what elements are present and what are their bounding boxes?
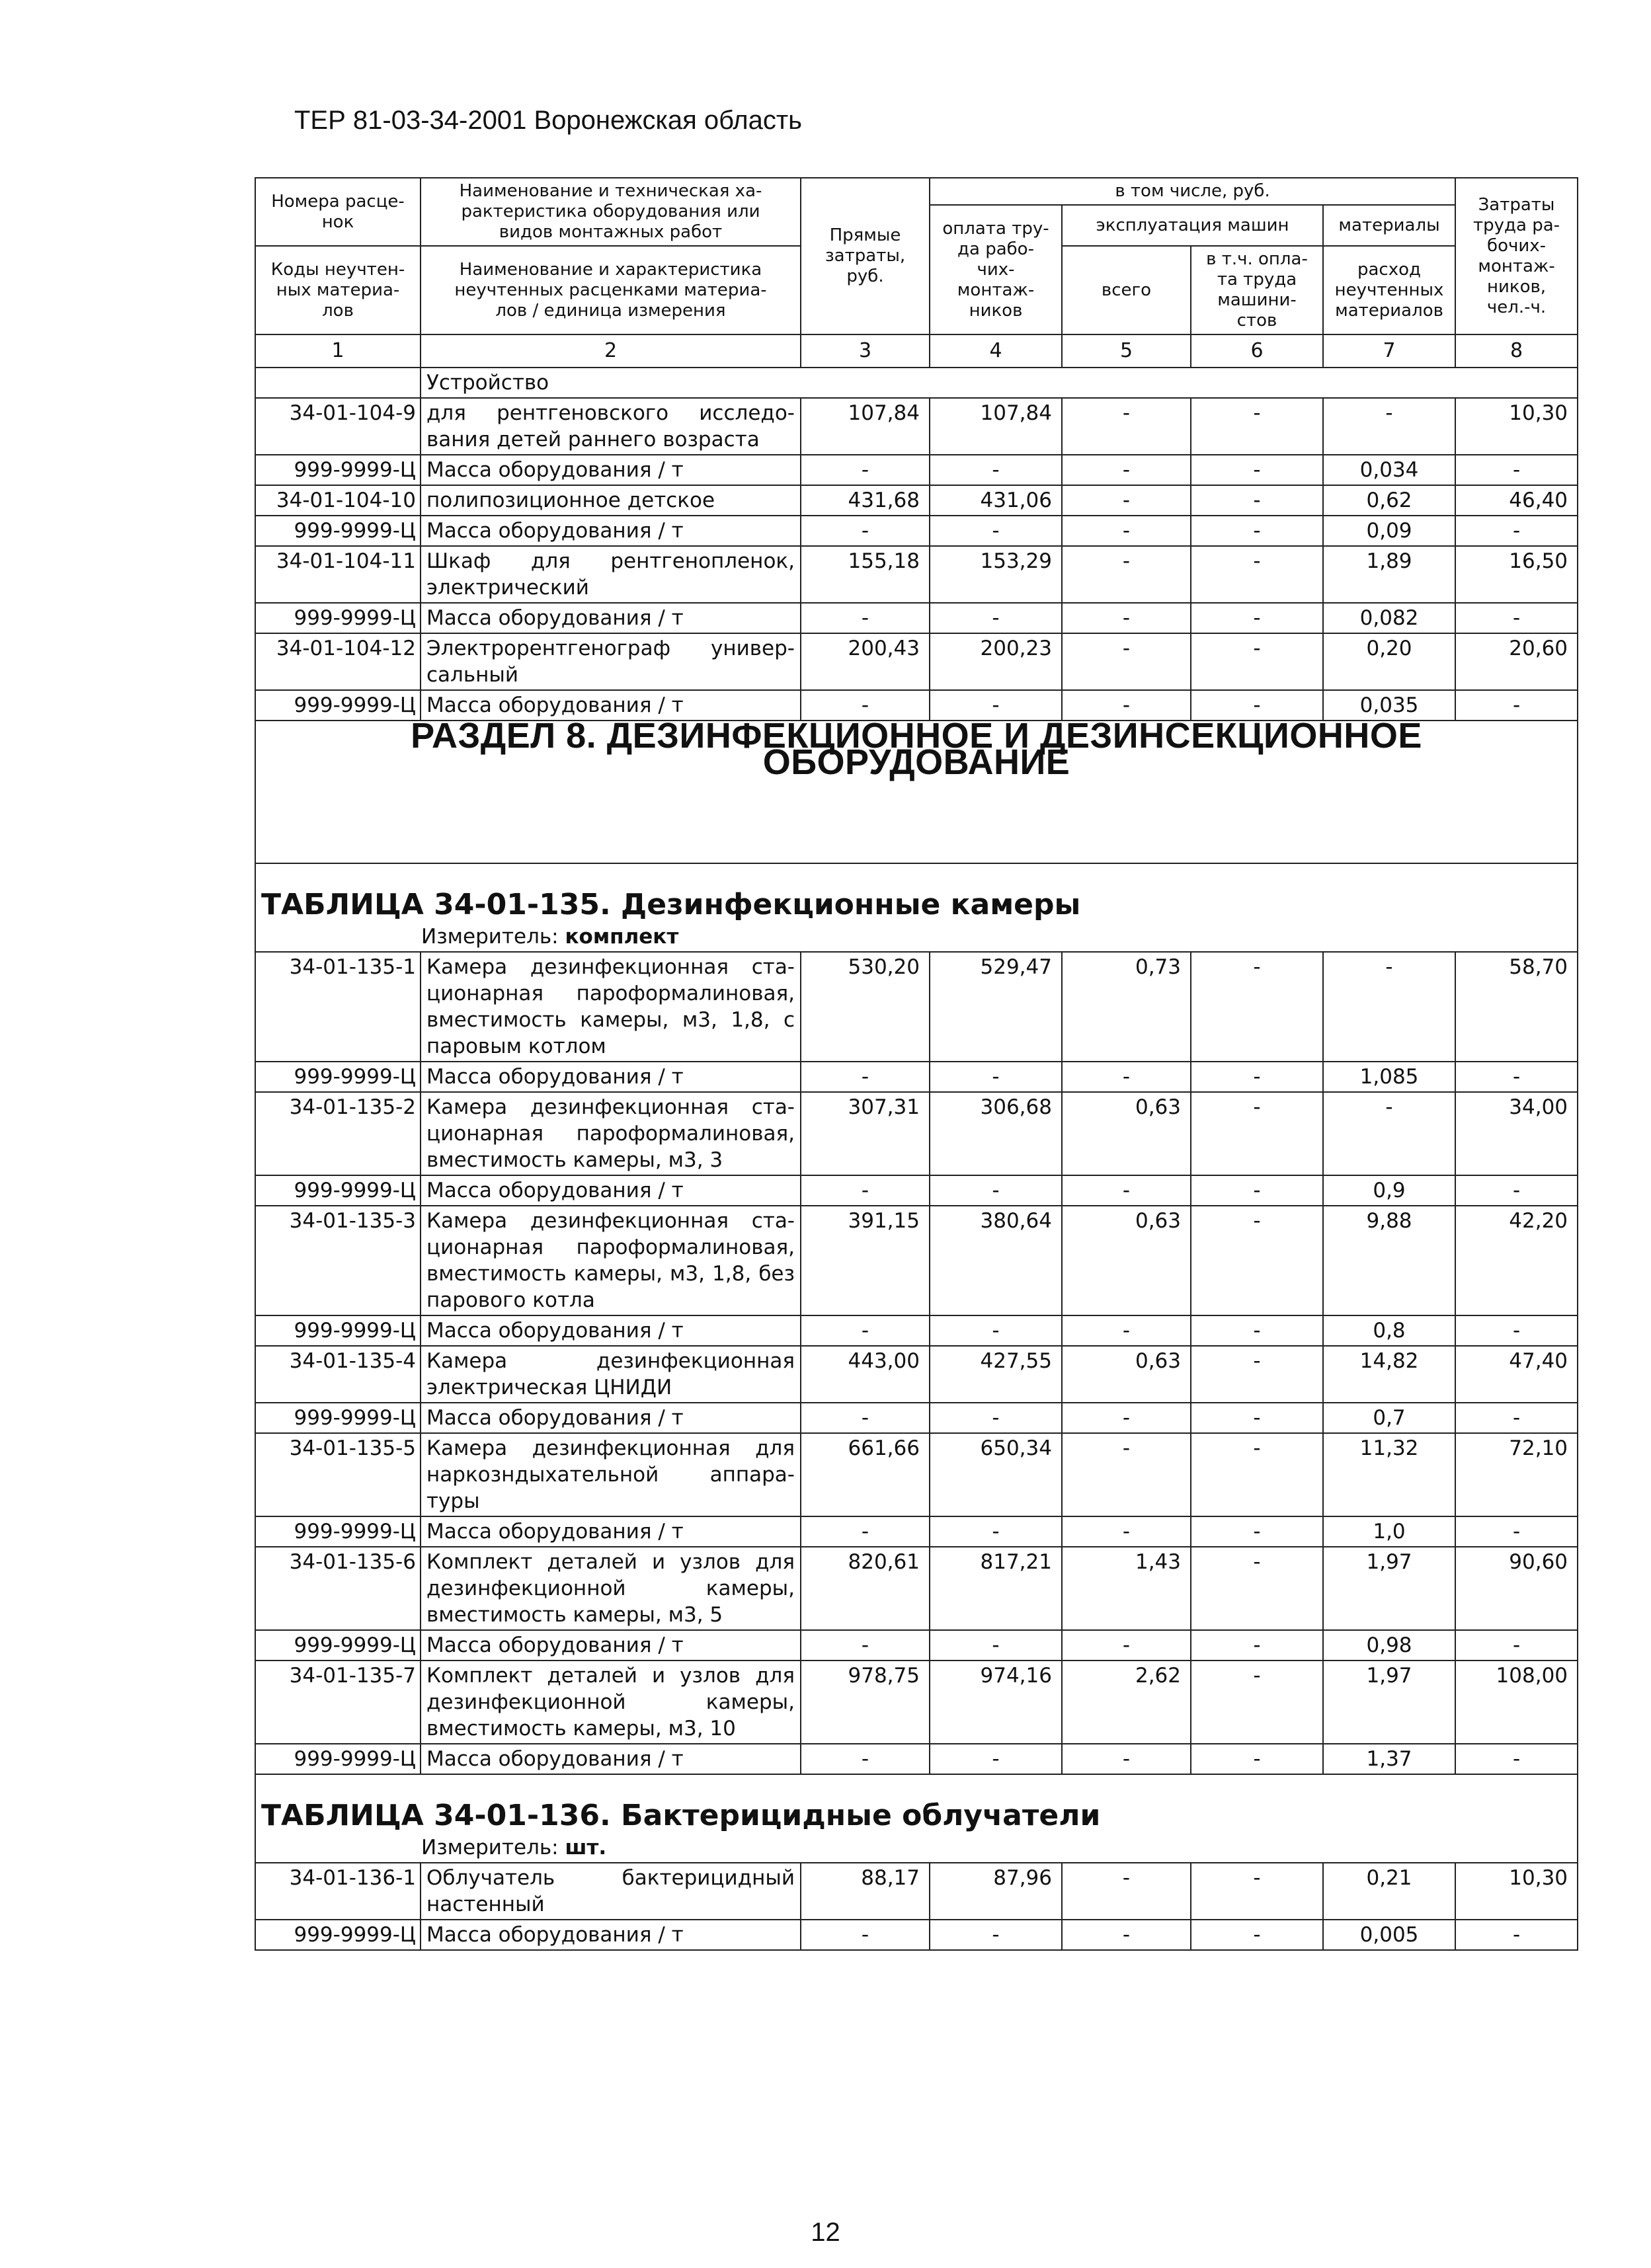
material-row xyxy=(255,1630,1578,1661)
material-value: - xyxy=(801,516,930,546)
rate-value: - xyxy=(1191,952,1323,1062)
rate-value: 380,64 xyxy=(930,1206,1062,1315)
col-num-5: 5 xyxy=(1062,334,1191,368)
material-value: - xyxy=(1062,1403,1191,1433)
col-num-2: 2 xyxy=(421,334,801,368)
material-value: - xyxy=(801,1315,930,1346)
material-value: - xyxy=(930,1175,1062,1206)
material-value: - xyxy=(801,690,930,721)
material-value: - xyxy=(1191,1516,1323,1547)
measure-unit xyxy=(255,1833,1578,1863)
material-value: - xyxy=(1191,455,1323,485)
rate-row xyxy=(255,1661,1578,1744)
rate-name: Камера дезинфекционная ста-ционарная пароформалиновая, вместимость камеры, м3, 3 xyxy=(421,1092,801,1175)
group-heading-row xyxy=(255,368,1578,398)
col-num-4: 4 xyxy=(930,334,1062,368)
material-value: - xyxy=(1191,1744,1323,1774)
rate-value: - xyxy=(1062,546,1191,603)
rate-value: 431,68 xyxy=(801,485,930,516)
rate-name: Камера дезинфекционная ста-ционарная пароформалиновая, вместимость камеры, м3, 1,8, без парового котла xyxy=(421,1206,801,1315)
rate-value: - xyxy=(1323,1092,1455,1175)
rate-value: 16,50 xyxy=(1455,546,1578,603)
material-value: - xyxy=(930,1403,1062,1433)
rate-value: 87,96 xyxy=(930,1863,1062,1920)
rate-code: 34-01-135-7 xyxy=(255,1661,421,1744)
measure-value: комплект xyxy=(565,925,679,949)
rate-value: 820,61 xyxy=(801,1547,930,1630)
material-code: 999-9999-Ц xyxy=(255,1516,421,1547)
rates-table xyxy=(255,177,1578,1951)
rate-value: 0,21 xyxy=(1323,1863,1455,1920)
rate-value: 10,30 xyxy=(1455,1863,1578,1920)
material-value: - xyxy=(930,1744,1062,1774)
material-value: - xyxy=(930,1062,1062,1092)
rate-value: 42,20 xyxy=(1455,1206,1578,1315)
material-row xyxy=(255,603,1578,633)
material-value: - xyxy=(1191,1062,1323,1092)
material-value: - xyxy=(1062,1744,1191,1774)
material-code: 999-9999-Ц xyxy=(255,1630,421,1661)
material-value: 0,9 xyxy=(1323,1175,1455,1206)
section-title: РАЗДЕЛ 8. ДЕЗИНФЕКЦИОННОЕ И ДЕЗИНСЕКЦИОННОЕ ОБОРУДОВАНИЕ xyxy=(255,721,1578,863)
rate-value: 88,17 xyxy=(801,1863,930,1920)
rate-code: 34-01-135-2 xyxy=(255,1092,421,1175)
group-heading-empty xyxy=(255,368,421,398)
material-value: - xyxy=(1062,1630,1191,1661)
material-code: 999-9999-Ц xyxy=(255,1062,421,1092)
material-value: 0,005 xyxy=(1323,1920,1455,1950)
material-value: - xyxy=(1455,1920,1578,1950)
rate-value: 108,00 xyxy=(1455,1661,1578,1744)
material-value: - xyxy=(930,1516,1062,1547)
col-num-7: 7 xyxy=(1323,334,1455,368)
material-value: 0,8 xyxy=(1323,1315,1455,1346)
rate-value: - xyxy=(1191,485,1323,516)
rate-value: 34,00 xyxy=(1455,1092,1578,1175)
rate-value: 431,06 xyxy=(930,485,1062,516)
rate-code: 34-01-135-5 xyxy=(255,1433,421,1516)
header-wages-text: оплата тру- да рабо- чих- монтаж- ников xyxy=(942,218,1049,321)
header-wages xyxy=(930,205,1062,334)
header-rate-numbers xyxy=(255,178,421,246)
rate-value: - xyxy=(1323,398,1455,455)
material-value: - xyxy=(930,1920,1062,1950)
material-name: Масса оборудования / т xyxy=(421,1744,801,1774)
material-value: - xyxy=(1062,1175,1191,1206)
material-value: - xyxy=(930,603,1062,633)
header-material-name-text: Наименование и характеристика неучтенных расценками материа- лов / единица измерения xyxy=(454,259,767,321)
rate-value: - xyxy=(1191,1863,1323,1920)
material-name: Масса оборудования / т xyxy=(421,1516,801,1547)
rate-value: - xyxy=(1191,1547,1323,1630)
rate-row xyxy=(255,398,1578,455)
material-value: - xyxy=(1455,1516,1578,1547)
rate-value: 0,20 xyxy=(1323,633,1455,690)
rate-value: - xyxy=(1062,398,1191,455)
material-value: - xyxy=(1191,690,1323,721)
material-value: - xyxy=(801,1920,930,1950)
material-value: - xyxy=(1455,603,1578,633)
material-code: 999-9999-Ц xyxy=(255,1175,421,1206)
rate-name: полипозиционное детское xyxy=(421,485,801,516)
material-row xyxy=(255,690,1578,721)
material-code: 999-9999-Ц xyxy=(255,1315,421,1346)
material-code: 999-9999-Ц xyxy=(255,690,421,721)
rate-value: 974,16 xyxy=(930,1661,1062,1744)
header-machines: эксплуатация машин xyxy=(1062,205,1323,246)
header-material-codes xyxy=(255,246,421,334)
material-value: - xyxy=(930,1630,1062,1661)
rate-value: 650,34 xyxy=(930,1433,1062,1516)
header-operator-wages-text: в т.ч. опла- та труда машини- стов xyxy=(1206,249,1308,331)
material-value: - xyxy=(801,1516,930,1547)
rate-value: 0,63 xyxy=(1062,1206,1191,1315)
material-value: - xyxy=(1455,516,1578,546)
rate-value: 0,63 xyxy=(1062,1346,1191,1403)
material-name: Масса оборудования / т xyxy=(421,1175,801,1206)
material-value: - xyxy=(1455,690,1578,721)
rate-value: 307,31 xyxy=(801,1092,930,1175)
rate-value: - xyxy=(1191,633,1323,690)
material-value: - xyxy=(1062,455,1191,485)
rate-name: Электрорентгенограф универ-сальный xyxy=(421,633,801,690)
rate-value: 661,66 xyxy=(801,1433,930,1516)
rate-value: 11,32 xyxy=(1323,1433,1455,1516)
rate-value: 1,89 xyxy=(1323,546,1455,603)
material-value: - xyxy=(801,1744,930,1774)
rate-code: 34-01-135-4 xyxy=(255,1346,421,1403)
rate-value: 107,84 xyxy=(801,398,930,455)
material-value: - xyxy=(1062,1062,1191,1092)
material-value: - xyxy=(1062,516,1191,546)
material-value: - xyxy=(930,455,1062,485)
material-row xyxy=(255,1175,1578,1206)
material-value: - xyxy=(1455,455,1578,485)
material-code: 999-9999-Ц xyxy=(255,1403,421,1433)
header-direct-costs xyxy=(801,178,930,334)
page-number: 12 xyxy=(811,2218,840,2247)
rate-value: - xyxy=(1191,398,1323,455)
material-value: 0,034 xyxy=(1323,455,1455,485)
material-value: 1,37 xyxy=(1323,1744,1455,1774)
material-code: 999-9999-Ц xyxy=(255,1920,421,1950)
rate-value: - xyxy=(1323,952,1455,1062)
header-row-1 xyxy=(255,178,1578,205)
header-labor-text: Затраты труда ра- бочих- монтаж- ников, чел.-ч. xyxy=(1473,194,1560,317)
material-row xyxy=(255,1062,1578,1092)
measure-label: Измеритель: xyxy=(421,1836,565,1859)
rate-value: - xyxy=(1062,485,1191,516)
material-value: - xyxy=(1062,603,1191,633)
material-name: Масса оборудования / т xyxy=(421,1920,801,1950)
rate-value: 90,60 xyxy=(1455,1547,1578,1630)
header-machines-total: всего xyxy=(1062,246,1191,334)
material-value: - xyxy=(930,690,1062,721)
material-code: 999-9999-Ц xyxy=(255,603,421,633)
rate-code: 34-01-136-1 xyxy=(255,1863,421,1920)
material-code: 999-9999-Ц xyxy=(255,1744,421,1774)
material-value: - xyxy=(1455,1175,1578,1206)
material-value: - xyxy=(1191,1403,1323,1433)
header-unaccounted-materials-text: расход неучтенных материалов xyxy=(1334,259,1444,321)
rate-value: 72,10 xyxy=(1455,1433,1578,1516)
header-including: в том числе, руб. xyxy=(930,178,1455,205)
rate-name: Камера дезинфекционная для наркозндыхательной аппара-туры xyxy=(421,1433,801,1516)
rate-value: 443,00 xyxy=(801,1346,930,1403)
rate-value: - xyxy=(1062,633,1191,690)
rate-value: 427,55 xyxy=(930,1346,1062,1403)
material-value: - xyxy=(930,1315,1062,1346)
rate-code: 34-01-135-3 xyxy=(255,1206,421,1315)
rate-value: 200,23 xyxy=(930,633,1062,690)
material-code: 999-9999-Ц xyxy=(255,455,421,485)
header-material-name xyxy=(421,246,801,334)
rate-value: 47,40 xyxy=(1455,1346,1578,1403)
material-value: - xyxy=(1191,516,1323,546)
rate-value: - xyxy=(1191,1092,1323,1175)
measure-row xyxy=(255,1833,1578,1863)
rate-code: 34-01-104-10 xyxy=(255,485,421,516)
material-row xyxy=(255,1315,1578,1346)
material-value: - xyxy=(1191,1630,1323,1661)
material-name: Масса оборудования / т xyxy=(421,1403,801,1433)
rate-row xyxy=(255,1346,1578,1403)
header-labor xyxy=(1455,178,1578,334)
rate-name: Камера дезинфекционная ста-ционарная пароформалиновая, вместимость камеры, м3, 1,8, с паровым котлом xyxy=(421,952,801,1062)
group-heading: Устройство xyxy=(421,368,1578,398)
rate-value: 46,40 xyxy=(1455,485,1578,516)
column-numbers-row xyxy=(255,334,1578,368)
rate-value: 14,82 xyxy=(1323,1346,1455,1403)
material-value: - xyxy=(1455,1315,1578,1346)
measure-row xyxy=(255,922,1578,952)
rate-value: 1,97 xyxy=(1323,1547,1455,1630)
material-value: - xyxy=(1455,1403,1578,1433)
rate-row xyxy=(255,1206,1578,1315)
material-name: Масса оборудования / т xyxy=(421,690,801,721)
rate-name: для рентгеновского исследо-вания детей раннего возраста xyxy=(421,398,801,455)
rate-name: Камера дезинфекционная электрическая ЦНИДИ xyxy=(421,1346,801,1403)
table-heading: ТАБЛИЦА 34-01-135. Дезинфекционные камеры xyxy=(255,863,1578,922)
material-value: - xyxy=(1062,690,1191,721)
col-num-8: 8 xyxy=(1455,334,1578,368)
header-work-name-text: Наименование и техническая ха- рактеристика оборудования или видов монтажных работ xyxy=(459,181,762,242)
rate-value: 155,18 xyxy=(801,546,930,603)
material-value: - xyxy=(1455,1744,1578,1774)
material-name: Масса оборудования / т xyxy=(421,1315,801,1346)
rate-value: 107,84 xyxy=(930,398,1062,455)
material-value: - xyxy=(1062,1516,1191,1547)
rate-name: Облучатель бактерицидный настенный xyxy=(421,1863,801,1920)
material-value: - xyxy=(1191,603,1323,633)
col-num-6: 6 xyxy=(1191,334,1323,368)
rate-value: 0,63 xyxy=(1062,1092,1191,1175)
material-value: - xyxy=(1191,1175,1323,1206)
rate-value: - xyxy=(1191,1206,1323,1315)
material-value: - xyxy=(1191,1315,1323,1346)
rate-row xyxy=(255,633,1578,690)
rate-value: - xyxy=(1191,1433,1323,1516)
rate-value: - xyxy=(1062,1433,1191,1516)
table-heading-row xyxy=(255,863,1578,922)
rate-code: 34-01-135-1 xyxy=(255,952,421,1062)
material-row xyxy=(255,1516,1578,1547)
material-name: Масса оборудования / т xyxy=(421,516,801,546)
rate-row xyxy=(255,952,1578,1062)
material-name: Масса оборудования / т xyxy=(421,603,801,633)
material-row xyxy=(255,1403,1578,1433)
rate-value: 529,47 xyxy=(930,952,1062,1062)
rate-value: 0,62 xyxy=(1323,485,1455,516)
material-value: 1,085 xyxy=(1323,1062,1455,1092)
table-heading: ТАБЛИЦА 34-01-136. Бактерицидные облучатели xyxy=(255,1774,1578,1833)
rate-row xyxy=(255,485,1578,516)
header-rate-numbers-text: Номера расце- нок xyxy=(271,191,405,232)
rate-value: 10,30 xyxy=(1455,398,1578,455)
material-value: - xyxy=(1062,1315,1191,1346)
material-value: - xyxy=(1191,1920,1323,1950)
rate-value: 200,43 xyxy=(801,633,930,690)
material-value: - xyxy=(801,1630,930,1661)
rate-value: 0,73 xyxy=(1062,952,1191,1062)
rate-name: Комплект деталей и узлов для дезинфекционной камеры, вместимость камеры, м3, 5 xyxy=(421,1547,801,1630)
measure-unit xyxy=(255,922,1578,952)
material-value: 1,0 xyxy=(1323,1516,1455,1547)
rate-row xyxy=(255,1547,1578,1630)
rate-code: 34-01-104-12 xyxy=(255,633,421,690)
col-num-3: 3 xyxy=(801,334,930,368)
header-material-codes-text: Коды неучтен- ных материа- лов xyxy=(270,259,405,321)
measure-value: шт. xyxy=(565,1836,607,1859)
rate-value: 1,97 xyxy=(1323,1661,1455,1744)
material-name: Масса оборудования / т xyxy=(421,455,801,485)
rate-row xyxy=(255,1863,1578,1920)
material-value: - xyxy=(801,455,930,485)
material-row xyxy=(255,1920,1578,1950)
material-name: Масса оборудования / т xyxy=(421,1630,801,1661)
table-heading-row xyxy=(255,1774,1578,1833)
rate-name: Шкаф для рентгенопленок, электрический xyxy=(421,546,801,603)
rate-row xyxy=(255,546,1578,603)
rate-code: 34-01-135-6 xyxy=(255,1547,421,1630)
material-value: 0,035 xyxy=(1323,690,1455,721)
material-code: 999-9999-Ц xyxy=(255,516,421,546)
material-value: - xyxy=(801,603,930,633)
rate-value: - xyxy=(1191,1346,1323,1403)
header-unaccounted-materials xyxy=(1323,246,1455,334)
rate-row xyxy=(255,1433,1578,1516)
rate-value: 153,29 xyxy=(930,546,1062,603)
material-value: 0,7 xyxy=(1323,1403,1455,1433)
material-row xyxy=(255,455,1578,485)
rate-value: 391,15 xyxy=(801,1206,930,1315)
rate-value: 58,70 xyxy=(1455,952,1578,1062)
material-name: Масса оборудования / т xyxy=(421,1062,801,1092)
rate-value: 817,21 xyxy=(930,1547,1062,1630)
document-title: ТЕР 81-03-34-2001 Воронежская область xyxy=(294,106,803,135)
material-value: - xyxy=(801,1062,930,1092)
rate-value: 2,62 xyxy=(1062,1661,1191,1744)
rate-value: 20,60 xyxy=(1455,633,1578,690)
rate-name: Комплект деталей и узлов для дезинфекционной камеры, вместимость камеры, м3, 10 xyxy=(421,1661,801,1744)
header-operator-wages xyxy=(1191,246,1323,334)
header-materials: материалы xyxy=(1323,205,1455,246)
header-work-name xyxy=(421,178,801,246)
header-direct-costs-text: Прямые затраты, руб. xyxy=(825,225,906,286)
rate-value: 1,43 xyxy=(1062,1547,1191,1630)
rate-row xyxy=(255,1092,1578,1175)
rate-value: 530,20 xyxy=(801,952,930,1062)
rate-code: 34-01-104-9 xyxy=(255,398,421,455)
material-value: 0,082 xyxy=(1323,603,1455,633)
material-row xyxy=(255,516,1578,546)
rate-value: 306,68 xyxy=(930,1092,1062,1175)
material-value: - xyxy=(801,1403,930,1433)
col-num-1: 1 xyxy=(255,334,421,368)
rate-value: - xyxy=(1062,1863,1191,1920)
material-value: 0,09 xyxy=(1323,516,1455,546)
material-row xyxy=(255,1744,1578,1774)
material-value: - xyxy=(1455,1062,1578,1092)
material-value: - xyxy=(801,1175,930,1206)
material-value: - xyxy=(1062,1920,1191,1950)
rate-code: 34-01-104-11 xyxy=(255,546,421,603)
material-value: 0,98 xyxy=(1323,1630,1455,1661)
measure-label: Измеритель: xyxy=(421,925,565,949)
section-row xyxy=(255,721,1578,863)
material-value: - xyxy=(1455,1630,1578,1661)
rate-value: 978,75 xyxy=(801,1661,930,1744)
material-value: - xyxy=(930,516,1062,546)
rate-value: - xyxy=(1191,1661,1323,1744)
rate-value: 9,88 xyxy=(1323,1206,1455,1315)
rate-value: - xyxy=(1191,546,1323,603)
